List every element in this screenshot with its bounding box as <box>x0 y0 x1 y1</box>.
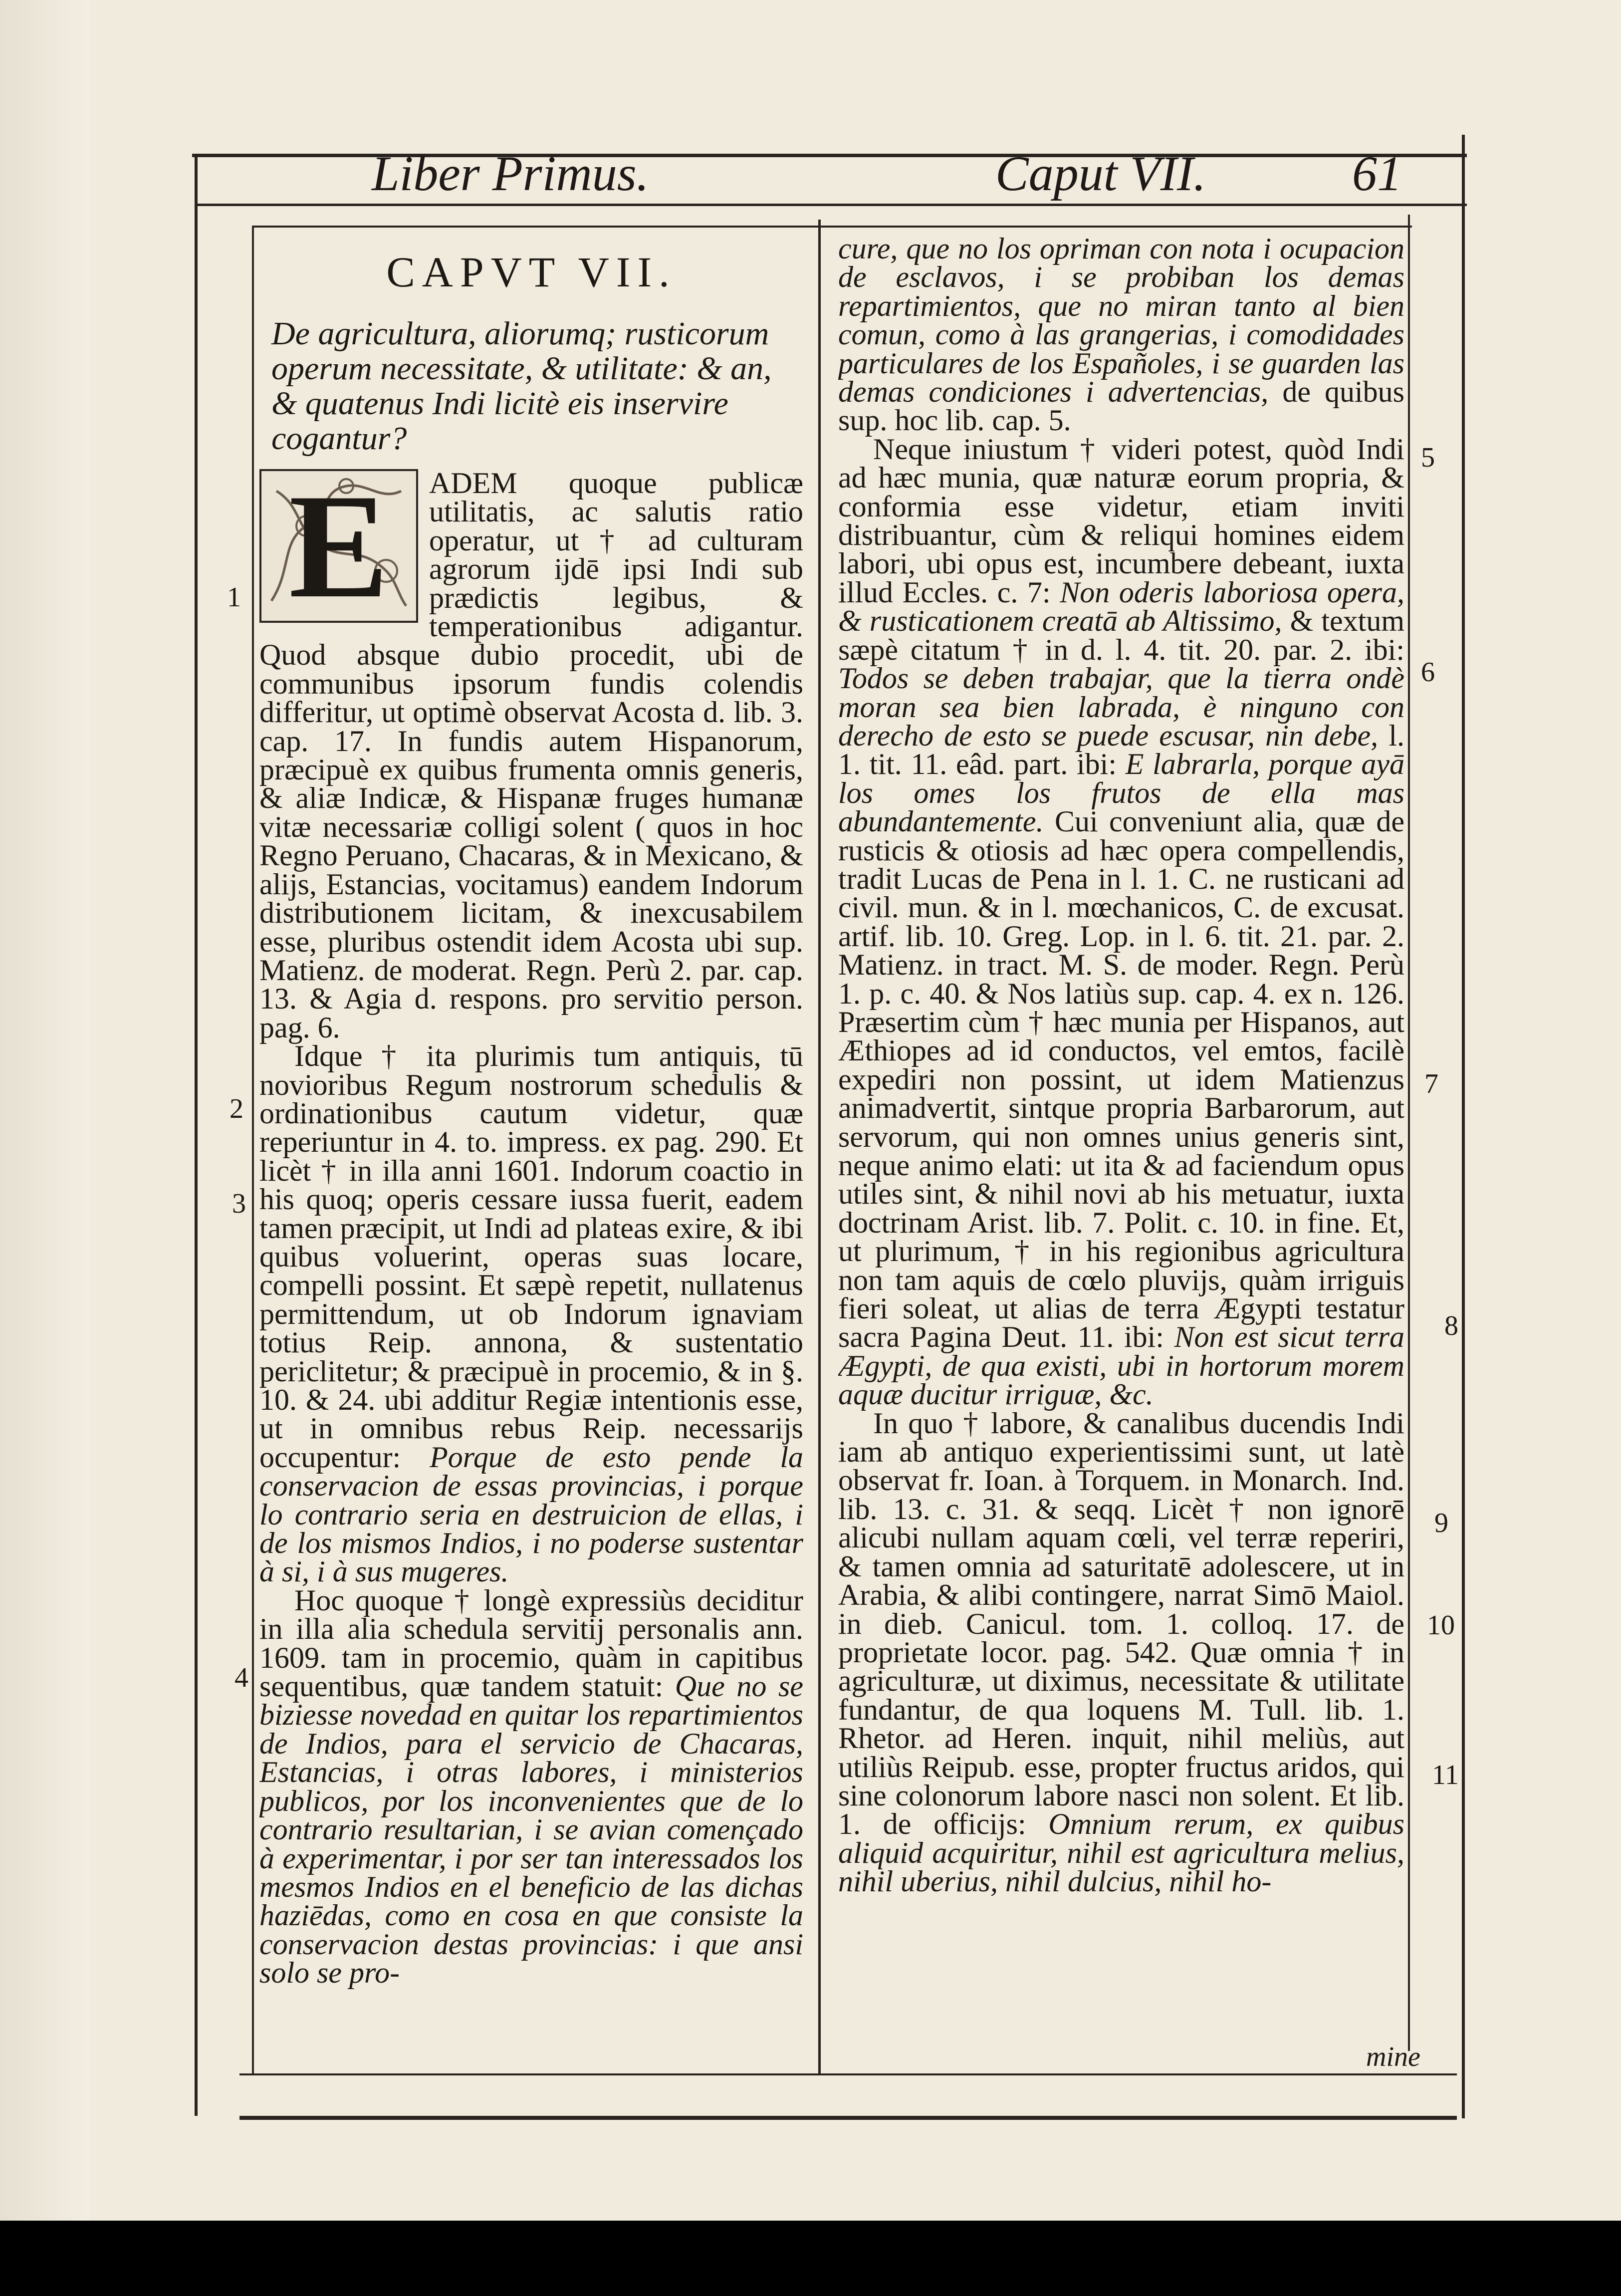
left-paragraph-2-quote: Porque de esto pende la conservacion de essas provincias, i porque lo contrario seria en destruicion de ellas, i de los mismos Indios, i no poderse sustentar à si, i à sus mugeres. <box>259 1440 803 1588</box>
bottom-rule-inner <box>239 2073 1457 2075</box>
right-paragraph-3-text: In quo † labore, & canalibus ducendis Indi iam ab antiquo experientissimi sunt, ut latè observat fr. Ioan. à Torquem. in Monarch. Ind. lib. 13. c. 31. & seqq. Licèt † non ignorē alicubi nullam aquam cœli, vel terræ reperiri, & tamen omnia ad saturitatē adolescere, ut in Arabia, & alibi contingere, narrat Simō Maiol. in dieb. Canicul. tom. 1. colloq. 17. de proprietate locor. pag. 542. Quæ omnia † in agriculturæ, ut diximus, necessitate & utilitate fundantur, de qua loquens M. Tull. lib. 1. Rhetor. ad Heren. inquit, nihil meliùs, aut utiliùs Reipub. esse, propter fructus aridos, qui sine colonorum labore nasci non solent. Et lib. 1. de officijs: <box>838 1406 1404 1841</box>
running-head-chapter: Caput VII. <box>995 146 1206 201</box>
right-frame <box>1462 135 1465 2118</box>
right-paragraph-2-text-a: Neque iniustum † videri potest, quòd Indi ad hæc munia, quæ naturæ eorum propria, & conformia esse videtur, etiam inviti distribuantur, cùm & reliqui homines eidem labori, ubi opus est, incumbere debeant, iuxta illud Eccles. c. 7: <box>838 432 1404 609</box>
right-paragraph-2-quote-c: E labrarla, porque ayā los omes los frutos de ella mas abundantemente. <box>838 748 1404 838</box>
right-paragraph-3-quote: Omnium rerum, ex quibus aliquid acquiritur, nihil est agricultura melius, nihil uberius, nihil dulcius, nihil ho- <box>838 1807 1404 1898</box>
right-column <box>838 235 1404 2031</box>
column-divider <box>818 220 821 2073</box>
left-paragraph-3-quote: Que no se biziesse novedad en quitar los repartimientos de Indios, para el servicio de Chacaras, Estancias, i otras labores, i ministerios publicos, por los inconvenientes que de lo contrario resultarian, i se avian començado à experimentar, i por ser tan interessados los mesmos Indios en el beneficio de las dichas haziēdas, como en cosa en que consiste la conservacion destas provincias: i que ansi solo se pro- <box>259 1670 803 1990</box>
left-frame <box>195 155 198 2116</box>
margin-note-left: 3 <box>232 1188 246 1219</box>
right-paragraph-2-text-b: & textum sæpè citatum † in d. l. 4. tit. 20. par. 2. ibi: <box>838 604 1404 666</box>
right-paragraph-2-quote-d: Non est sicut terra Ægypti, de qua existi, ubi in hortorum morem aquæ ducitur irriguæ, &c. <box>838 1320 1404 1411</box>
margin-note-left: 4 <box>234 1662 248 1693</box>
margin-note-right: 9 <box>1434 1508 1448 1538</box>
left-column <box>259 235 803 2056</box>
column-left-rule <box>252 227 254 2073</box>
right-paragraph-2 <box>838 432 1404 1411</box>
catchword: mine <box>1366 2041 1420 2072</box>
left-paragraph-2 <box>259 1039 803 1588</box>
right-paragraph-2-quote-b: Todos se deben trabajar, que la tierra ondè moran sea bien labrada, è ninguno con derecho de esto se puede escusar, nin debe, <box>838 662 1404 752</box>
page-number: 61 <box>1352 146 1402 201</box>
chapter-title: CAPVT VII. <box>386 248 677 296</box>
left-paragraph-3 <box>259 1583 803 1990</box>
left-paragraph-1: ADEM quoque publicæ utilitatis, ac salutis ratio operatur, ut † ad culturam agrorum ijdē ipsi Indi sub prædictis legibus, & temperationibus adigantur. Quod absque dubio procedit, ubi de communibus ipsorum fundis colendis differitur, ut optimè observat Acosta d. lib. 3. cap. 17. In fundis autem Hispanorum, præcipuè ex quibus frumenta omnis generis, & aliæ Indicæ, & Hispanæ fruges humanæ vitæ necessariæ colligi solent ( quos in hoc Regno Peruano, Chacaras, & in Mexicano, & alijs, Estancias, vocitamus) eandem Indorum distributionem licitam, & inexcusabilem esse, pluribus ostendit idem Acosta ubi sup. Matienz. de moderat. Regn. Perù 2. par. cap. 13. & Agia d. respons. pro servitio person. pag. 6. <box>259 467 803 1044</box>
decorated-initial <box>259 463 418 629</box>
header-rule <box>195 204 1467 206</box>
margin-note-right: 11 <box>1432 1760 1459 1790</box>
margin-note-left: 2 <box>230 1093 243 1124</box>
bottom-rule <box>239 2116 1457 2120</box>
left-paragraph-2-text: Idque † ita plurimis tum antiquis, tū novioribus Regum nostrorum schedulis & ordinationibus cautum videtur, quæ reperiuntur in 4. to. impress. ex pag. 290. Et licèt † in illa anni 1601. Indorum coactio in his quoq; operis cessare iussa fuerit, eadem tamen præcipit, ut Indi ad plateas exire, & ibi quibus voluerint, operas suas locare, compelli possint. Et sæpè repetit, nullatenus permittendum, ut ob Indorum ignaviam totius Reip. annona, & sustentatio periclitetur; & præcipuè in procemio, & in §. 10. & 24. ubi additur Regiæ intentionis esse, ut in omnibus rebus Reip. necessarijs occupentur: <box>259 1039 803 1474</box>
right-paragraph-3 <box>838 1406 1404 1898</box>
column-top-rule <box>252 226 1412 228</box>
margin-note-right: 6 <box>1421 657 1435 688</box>
column-right-rule <box>1408 215 1410 2051</box>
right-paragraph-1 <box>838 235 1404 435</box>
right-paragraph-2-text-c: l. 1. tit. 11. eâd. part. ibi: <box>838 719 1404 781</box>
chapter-subtitle: De agricultura, aliorumq; rusticorum operum necessitate, & utilitate: & an, & quatenus Indi licitè eis inservire cogantur? <box>271 315 772 457</box>
right-paragraph-2-text-d: Cui conveniunt alia, quæ de rusticis & otiosis ad hæc opera compellendis, tradit Lucas de Pena in l. 1. C. ne rusticani ad civil. mun. & in l. mœchanicos, C. de excusat. artif. lib. 10. Greg. Lop. in l. 6. tit. 21. par. 2. Matienz. in tract. M. S. de moder. Regn. Perù 1. p. c. 40. & Nos latiùs sup. cap. 4. ex n. 126. Præsertim cùm † hæc munia per Hispanos, aut Æthiopes ad id conductos, vel emtos, facilè expediri non possint, ut idem Matienzus animadvertit, sintque propria Barbarorum, aut servorum, qui non omnes unius generis sint, neque animo elati: ut ita & ad faciendum opus utiles sint, & nihil novi ab his metuatur, iuxta doctrinam Arist. lib. 7. Polit. c. 10. in fine. Et, ut plurimum, † in his regionibus agricultura non tam aquis de cœlo pluvijs, quàm irriguis fieri soleat, ut alias de terra Ægypti testatur sacra Pagina Deut. 11. ibi: <box>838 805 1404 1354</box>
initial-letter: E <box>288 463 389 629</box>
right-paragraph-2-quote-a: Non oderis laboriosa opera, & rusticationem creatā ab Altissimo, <box>838 575 1404 638</box>
right-paragraph-1-text: de quibus sup. hoc lib. cap. 5. <box>838 375 1404 437</box>
running-head-book: Liber Primus. <box>372 146 649 201</box>
margin-note-right: 10 <box>1427 1610 1455 1641</box>
left-paragraph-3-text: Hoc quoque † longè expressiùs deciditur in illa alia schedula servitij personalis ann. 1609. tam in procemio, quàm in capitibus sequentibus, quæ tandem statuit: <box>259 1583 803 1703</box>
margin-note-right: 5 <box>1421 442 1435 473</box>
margin-note-right: 7 <box>1424 1068 1438 1099</box>
right-paragraph-1-quote: cure, que no los opriman con nota i ocupacion de esclavos, i se probiban los demas repartimientos, que no miran tanto al bien comun, como à las grangerias, i comodidades particulares de los Españoles, i se guarden las demas condiciones i advertencias, <box>838 235 1404 409</box>
margin-note-left: 1 <box>227 582 241 613</box>
page-gutter <box>0 0 90 2221</box>
margin-note-right: 8 <box>1444 1310 1458 1341</box>
